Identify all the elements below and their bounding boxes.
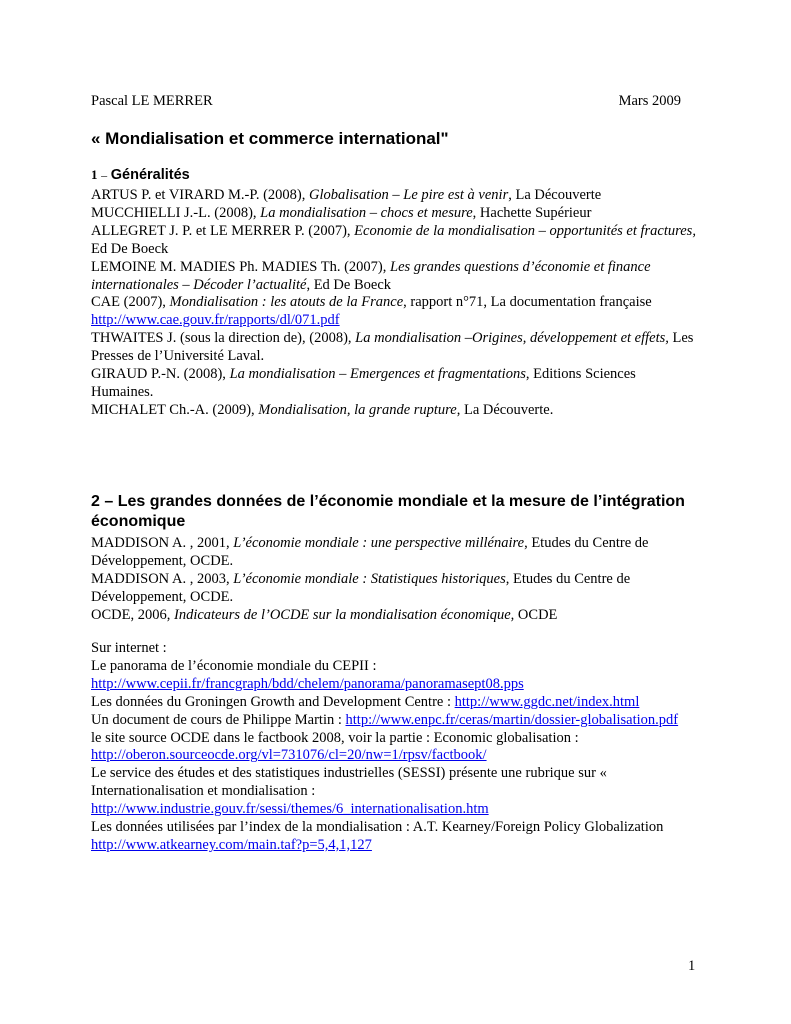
reference-item: GIRAUD P.-N. (2008), La mondialisation – Emergences et fragmentations, Editions Sciences Humaines. xyxy=(91,366,636,400)
kearney-link[interactable]: http://www.atkearney.com/main.taf?p=5,4,1,127 xyxy=(91,836,372,853)
internet-label: Sur internet : xyxy=(91,640,167,656)
page-number: 1 xyxy=(688,958,696,974)
ggdc-item: Les données du Groningen Growth and Development Centre : http://www.ggdc.net/index.html xyxy=(91,693,640,710)
reference-item: ARTUS P. et VIRARD M.-P. (2008), Globalisation – Le pire est à venir, La Découverte xyxy=(91,187,602,203)
ggdc-link[interactable]: http://www.ggdc.net/index.html xyxy=(454,693,640,710)
reference-item: MADDISON A. , 2001, L’économie mondiale : une perspective millénaire, Etudes du Centre de Développement, OCDE. xyxy=(91,535,649,569)
header-author: Pascal LE MERRER xyxy=(91,93,213,109)
section-1-dash: – xyxy=(101,168,108,182)
reference-item: MICHALET Ch.-A. (2009), Mondialisation, la grande rupture, La Découverte. xyxy=(91,401,554,418)
cepii-link[interactable]: http://www.cepii.fr/francgraph/bdd/chelem/panorama/panoramasept08.pps xyxy=(91,675,524,692)
internet-resources xyxy=(91,640,701,855)
section-1-number: 1 xyxy=(91,167,98,182)
reference-item: ALLEGRET J. P. et LE MERRER P. (2007), Economie de la mondialisation – opportunités et fractures, Ed De Boeck xyxy=(91,222,696,257)
reference-item: CAE (2007), Mondialisation : les atouts de la France, rapport n°71, La documentation française http://www.cae.gouv.fr/rapports/dl/071.pdf xyxy=(91,294,652,329)
martin-item: Un document de cours de Philippe Martin : http://www.enpc.fr/ceras/martin/dossier-globalisation.pdf xyxy=(91,711,679,728)
header-date: Mars 2009 xyxy=(618,93,681,109)
reference-item: THWAITES J. (sous la direction de), (2008), La mondialisation –Origines, développement et effets, Les Presses de l’Université Laval. xyxy=(91,330,694,365)
section-1-heading xyxy=(91,167,190,184)
martin-link[interactable]: http://www.enpc.fr/ceras/martin/dossier-globalisation.pdf xyxy=(345,711,679,728)
reference-item: LEMOINE M. MADIES Ph. MADIES Th. (2007), Les grandes questions d’économie et finance internationales – Décoder l’actualité, Ed De Boeck xyxy=(91,258,651,293)
document-title: « Mondialisation et commerce international" xyxy=(91,129,449,148)
section-2-heading: 2 – Les grandes données de l’économie mondiale et la mesure de l’intégration économique xyxy=(91,493,685,530)
page-header xyxy=(91,93,681,111)
section-1-title: Généralités xyxy=(110,167,190,183)
kearney-item: Les données utilisées par l’index de la mondialisation : A.T. Kearney/Foreign Policy Globalization http://www.atkearney.com/main.taf?p=5,4,1,127 xyxy=(91,819,664,853)
cae-report-link[interactable]: http://www.cae.gouv.fr/rapports/dl/071.pdf xyxy=(91,312,340,329)
section-2-references xyxy=(91,535,701,625)
ocde-item: le site source OCDE dans le factbook 2008, voir la partie : Economic globalisation : http://oberon.sourceocde.org/vl=731076/cl=20/nw=1/rpsv/factbook/ xyxy=(91,729,579,764)
reference-item: MUCCHIELLI J.-L. (2008), La mondialisation – chocs et mesure, Hachette Supérieur xyxy=(91,204,592,221)
reference-item: OCDE, 2006, Indicateurs de l’OCDE sur la mondialisation économique, OCDE xyxy=(91,606,558,623)
section-1-references xyxy=(91,187,701,420)
ocde-factbook-link[interactable]: http://oberon.sourceocde.org/vl=731076/cl=20/nw=1/rpsv/factbook/ xyxy=(91,747,487,764)
sessi-item: Le service des études et des statistiques industrielles (SESSI) présente une rubrique sur « Internationalisation et mondialisation : http://www.industrie.gouv.fr/sessi/themes/6_internationalisation.htm xyxy=(91,765,607,818)
cepii-item: Le panorama de l’économie mondiale du CEPII : http://www.cepii.fr/francgraph/bdd/chelem/panorama/panoramasept08.pps xyxy=(91,657,524,692)
sessi-link[interactable]: http://www.industrie.gouv.fr/sessi/themes/6_internationalisation.htm xyxy=(91,801,489,818)
reference-item: MADDISON A. , 2003, L’économie mondiale : Statistiques historiques, Etudes du Centre de Développement, OCDE. xyxy=(91,570,631,605)
